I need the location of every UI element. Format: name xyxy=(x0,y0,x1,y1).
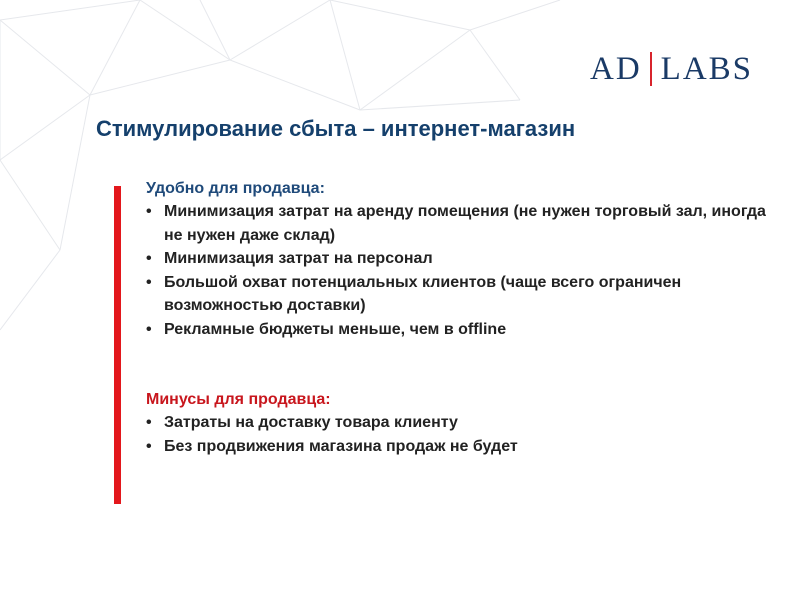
slide-content xyxy=(146,178,766,458)
list-item: • Рекламные бюджеты меньше, чем в offline xyxy=(146,318,766,342)
bullet-icon: • xyxy=(146,203,152,220)
pros-heading: Удобно для продавца: xyxy=(146,180,325,197)
list-item: • Минимизация затрат на аренду помещения (не нужен торговый зал, иногда не нужен даже склад) xyxy=(146,200,766,247)
accent-red-bar xyxy=(114,186,121,504)
slide-title: Стимулирование сбыта – интернет-магазин xyxy=(96,116,576,141)
section-spacer xyxy=(146,341,766,389)
bullet-icon: • xyxy=(146,320,152,338)
logo-right-text: LABS xyxy=(660,50,754,87)
pros-list xyxy=(146,200,766,341)
bullet-icon: • xyxy=(146,273,152,291)
cons-heading: Минусы для продавца: xyxy=(146,391,331,408)
bullet-icon: • xyxy=(146,250,152,267)
adlabs-logo xyxy=(590,52,753,86)
list-item: • Без продвижения магазина продаж не будет xyxy=(146,435,766,459)
cons-list xyxy=(146,411,766,458)
list-item: • Минимизация затрат на персонал xyxy=(146,247,766,271)
logo-divider xyxy=(650,52,652,86)
logo-left-text: AD xyxy=(590,50,642,87)
list-item: • Большой охват потенциальных клиентов (чаще всего ограничен возможностью доставки) xyxy=(146,271,766,318)
bullet-icon: • xyxy=(146,414,152,431)
bullet-icon: • xyxy=(146,437,152,455)
list-item: • Затраты на доставку товара клиенту xyxy=(146,411,766,435)
